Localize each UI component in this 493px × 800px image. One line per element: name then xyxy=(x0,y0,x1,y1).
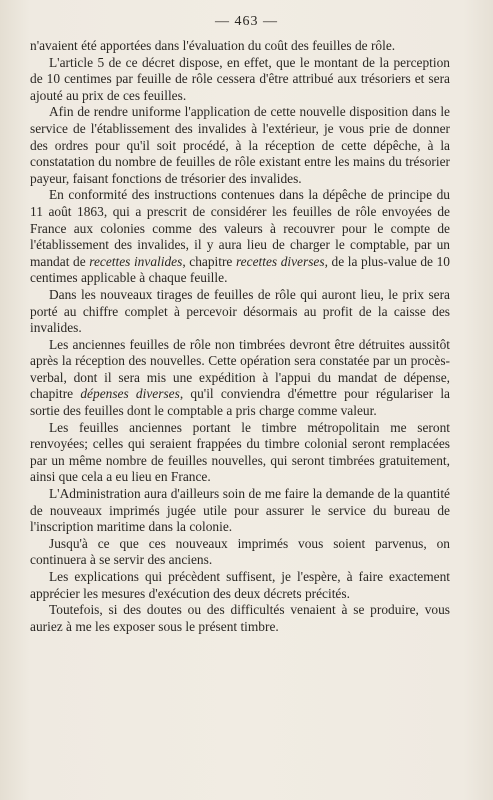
text-run: Les anciennes feuilles de rôle non timbrées devront être détruites aussitôt après la réception des nouvelles. Cette opération sera constatée par un procès-verbal, dont il sera mis une expédition à l'appui du mandat de dépense, chapitre xyxy=(30,336,450,402)
paragraph: n'avaient été apportées dans l'évaluation du coût des feuilles de rôle. xyxy=(30,38,396,53)
paragraph: L'Administration aura d'ailleurs soin de me faire la demande de la quantité de nouveaux imprimés jugée utile pour assurer le service du bureau de l'inscription maritime dans la colonie. xyxy=(30,486,450,535)
paragraph: Les feuilles anciennes portant le timbre métropolitain me seront renvoyées; celles qui seraient frappées du timbre colonial seront remplacées par un même nombre de feuilles nouvelles, qui seront timbrées gratuitement, ainsi que cela a eu lieu en France. xyxy=(30,419,450,485)
text-run: , de la plus-value de 10 centimes applicable à chaque feuille. xyxy=(30,253,450,286)
text-run: , chapitre xyxy=(182,253,236,269)
italic-phrase: recettes invalides xyxy=(89,253,183,269)
italic-phrase: dépenses diverses xyxy=(80,386,180,402)
page-number: — 463 — xyxy=(215,14,278,29)
paragraph: Afin de rendre uniforme l'application de cette nouvelle disposition dans le service de l'établissement des invalides à l'extérieur, je vous prie de donner des ordres pour qu'il soit procédé, à la réception de cette dépêche, à la constatation du nombre de feuilles de rôle existant entre les mains du trésorier payeur, faisant fonctions de trésorier des invalides. xyxy=(30,104,450,186)
paragraph xyxy=(30,187,450,287)
text-run: En conformité des instructions contenues dans la dépêche de principe du 11 août 1863, qui a prescrit de considérer les feuilles de rôle envoyées de France aux colonies comme des valeurs à recouvrer pour le compte de l'établissement des invalides, il y aura lieu de charger le comptable, par un mandat de xyxy=(30,187,450,269)
italic-phrase: recettes diverses xyxy=(235,253,325,269)
body-text xyxy=(30,38,450,635)
paragraph: Toutefois, si des doutes ou des difficultés venaient à se produire, vous auriez à me les exposer sous le présent timbre. xyxy=(30,602,450,634)
text-run: , qu'il conviendra d'émettre pour régulariser la sortie des feuilles dont le comptable a pris charge comme valeur. xyxy=(30,386,450,419)
paragraph: L'article 5 de ce décret dispose, en effet, que le montant de la perception de 10 centimes par feuille de rôle cessera d'être attribué aux trésoriers et sera ajouté au prix de ces feuilles. xyxy=(30,54,450,103)
paragraph xyxy=(30,337,450,420)
paragraph: Les explications qui précèdent suffisent, je l'espère, à faire exactement apprécier les mesures d'exécution des deux décrets précités. xyxy=(30,569,450,601)
paragraph: Dans les nouveaux tirages de feuilles de rôle qui auront lieu, le prix sera porté au chiffre complet à percevoir désormais au profit de la caisse des invalides. xyxy=(30,286,450,336)
paragraph: Jusqu'à ce que ces nouveaux imprimés vous soient parvenus, on continuera à se servir des anciens. xyxy=(30,535,450,568)
